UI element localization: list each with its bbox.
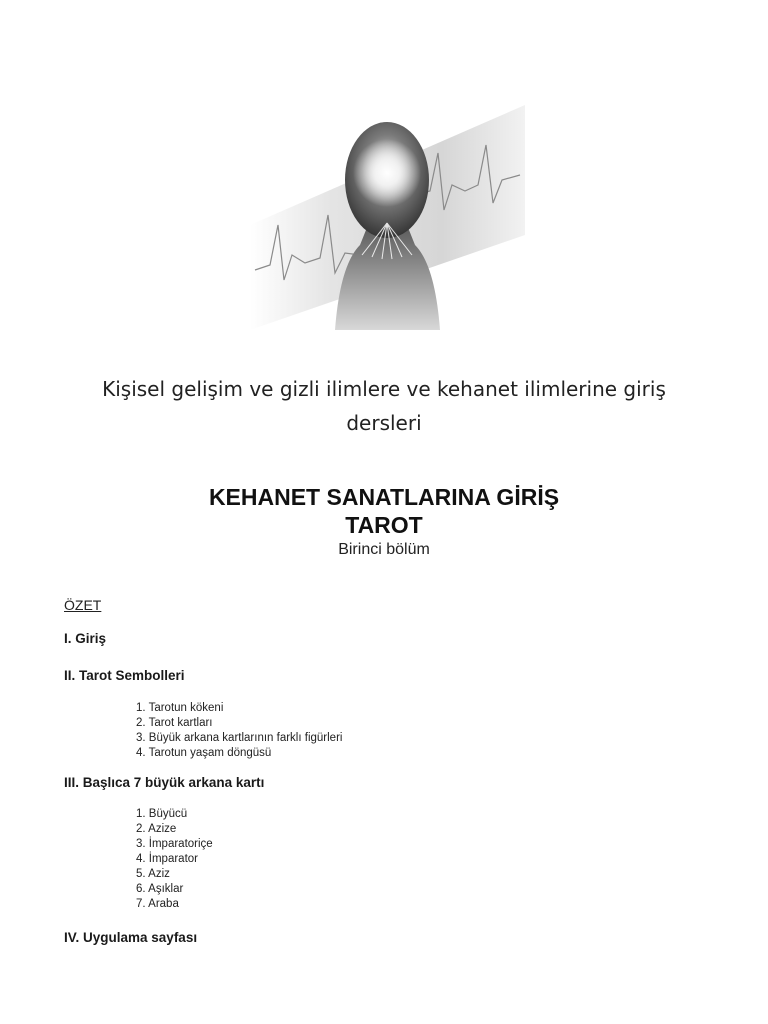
list-item: 4. Tarotun yaşam döngüsü bbox=[136, 747, 272, 759]
part-label: Birinci bölüm bbox=[338, 541, 430, 558]
document-subtitle bbox=[0, 372, 768, 440]
title-line: KEHANET SANATLARINA GİRİŞ bbox=[208, 484, 560, 510]
cover-illustration-glowing-head bbox=[250, 105, 525, 330]
section-item-list bbox=[136, 701, 342, 761]
list-item: 1. Büyücü bbox=[136, 808, 188, 820]
list-item: 4. İmparator bbox=[136, 853, 198, 865]
title-line: TAROT bbox=[345, 512, 423, 538]
summary-link[interactable]: ÖZET bbox=[64, 597, 102, 613]
list-item: 3. İmparatoriçe bbox=[136, 838, 213, 850]
list-item: 7. Araba bbox=[136, 898, 179, 910]
list-item: 6. Aşıklar bbox=[136, 883, 184, 895]
subtitle-line: Kişisel gelişim ve gizli ilimlere ve kehanet ilimlerine giriş bbox=[102, 377, 666, 401]
section-heading: I. Giriş bbox=[64, 631, 107, 646]
list-item: 1. Tarotun kökeni bbox=[136, 702, 224, 714]
list-item: 2. Azize bbox=[136, 823, 177, 835]
document-title bbox=[0, 483, 768, 539]
section-item-list bbox=[136, 807, 213, 912]
list-item: 5. Aziz bbox=[136, 868, 170, 880]
list-item: 3. Büyük arkana kartlarının farklı figürleri bbox=[136, 732, 343, 744]
subtitle-line: dersleri bbox=[346, 411, 422, 435]
list-item: 2. Tarot kartları bbox=[136, 717, 213, 729]
section-heading: IV. Uygulama sayfası bbox=[64, 930, 198, 945]
section-heading: III. Başlıca 7 büyük arkana kartı bbox=[64, 775, 265, 790]
section-heading: II. Tarot Sembolleri bbox=[64, 668, 185, 683]
